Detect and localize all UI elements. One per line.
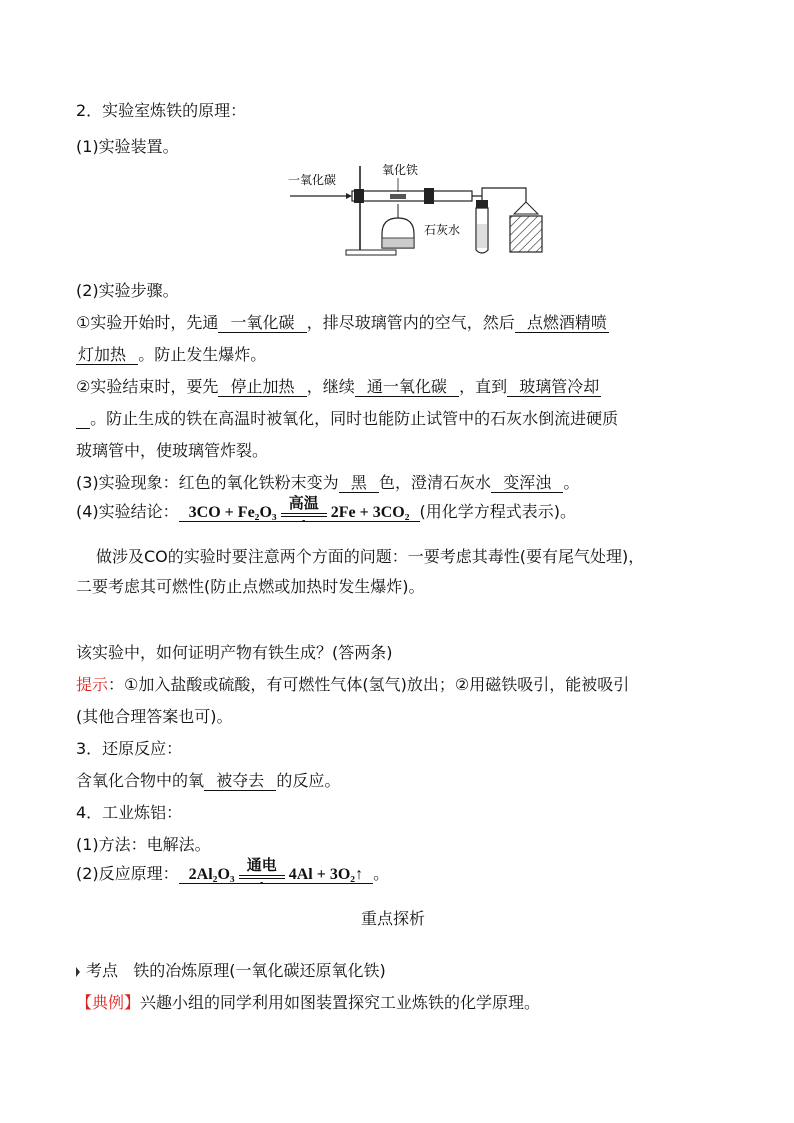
iron-oxide-powder (390, 194, 406, 199)
hint-line-2: (其他合理答案也可)。 (76, 707, 233, 726)
blank-answer: 变浑浊 (491, 473, 563, 493)
steps-caption: (2)实验步骤。 (76, 281, 179, 300)
section-3-title: 3．还原反应： (76, 739, 183, 758)
step-2-line-2: 。防止生成的铁在高温时被氧化，同时也能防止试管中的石灰水倒流进硬质 (76, 408, 618, 430)
blank-answer: 一氧化碳 (218, 313, 306, 333)
apparatus-diagram (286, 162, 546, 262)
equation-iron: 3CO + Fe₂O₃ 高温 - 2Fe + 3CO₂ (179, 504, 420, 522)
condition-high-temp: 高温 - (281, 496, 327, 525)
step-1-line-1: ①实验开始时，先通 一氧化碳 ，排尽玻璃管内的空气，然后 点燃酒精喷 (76, 313, 607, 332)
method-line: (1)方法：电解法。 (76, 835, 211, 854)
blank-answer: 玻璃管冷却 (507, 377, 601, 397)
apparatus-caption: (1)实验装置。 (76, 137, 179, 156)
blank-answer: 通一氧化碳 (355, 377, 459, 397)
blank-answer: 黑 (339, 473, 379, 493)
reduction-definition: 含氧化合物中的氧 被夺去 的反应。 (76, 771, 341, 790)
stand-base (346, 250, 396, 255)
bullet-icon (76, 967, 80, 977)
hint-label: 提示 (76, 675, 109, 694)
burner-block (510, 216, 542, 252)
step-2-line-1: ②实验结束时，要先 停止加热 ，继续 通一氧化碳 ，直到 玻璃管冷却 (76, 377, 600, 396)
label-co: 一氧化碳 (288, 173, 337, 187)
kaodian-label: 考点 (86, 961, 119, 980)
blank-answer: 点燃酒精喷 (515, 313, 609, 333)
step-1-line-2: 灯加热 。防止发生爆炸。 (78, 345, 267, 364)
blank-answer: 被夺去 (204, 771, 276, 791)
phenomenon-line: (3)实验现象：红色的氧化铁粉末变为 黑 色，澄清石灰水 变浑浊 。 (76, 473, 580, 492)
burner-flame (514, 202, 538, 214)
stopper-right (424, 188, 434, 204)
reaction-line: (2)反应原理： 2Al₂O₃ 通电 - 4Al + 3O₂↑ 。 (76, 858, 390, 888)
question: 该实验中，如何证明产物有铁生成？(答两条) (76, 643, 393, 662)
example-line: 【典例】兴趣小组的同学利用如图装置探究工业炼铁的化学原理。 (76, 993, 541, 1012)
stopper-left (354, 189, 364, 203)
example-label: 【典例】 (76, 993, 141, 1012)
section-4-title: 4．工业炼铝： (76, 803, 183, 822)
hint-line-1: 提示：①加入盐酸或硫酸，有可燃性气体(氢气)放出；②用磁铁吸引，能被吸引 (76, 675, 630, 694)
note-line-2: 二要考虑其可燃性(防止点燃或加热时发生爆炸)。 (76, 577, 425, 596)
condition-electricity: 通电 - (239, 858, 285, 887)
step-2-line-3: 玻璃管中，使玻璃管炸裂。 (76, 441, 269, 460)
kaodian-line: 考点 铁的冶炼原理(一氧化碳还原氧化铁) (76, 960, 386, 982)
glass-tube (352, 191, 472, 201)
note-line-1: 做涉及CO的实验时要注意两个方面的问题：一要考虑其毒性(要有尾气处理)， (96, 547, 645, 566)
equation-aluminum: 2Al₂O₃ 通电 - 4Al + 3O₂↑ (179, 866, 373, 884)
co-arrow-head (346, 193, 352, 199)
label-fe2o3: 氧化铁 (382, 163, 419, 177)
blank-answer: 停止加热 (218, 377, 306, 397)
conclusion-line: (4)实验结论： 3CO + Fe₂O₃ 高温 - 2Fe + 3CO₂ (用化学方程式表示)。 (76, 496, 576, 526)
analysis-heading: 重点探析 (361, 909, 426, 928)
section-2-title: 2．实验室炼铁的原理： (76, 101, 247, 120)
label-limewater: 石灰水 (424, 223, 461, 237)
blank-answer: 灯加热 (76, 345, 138, 365)
